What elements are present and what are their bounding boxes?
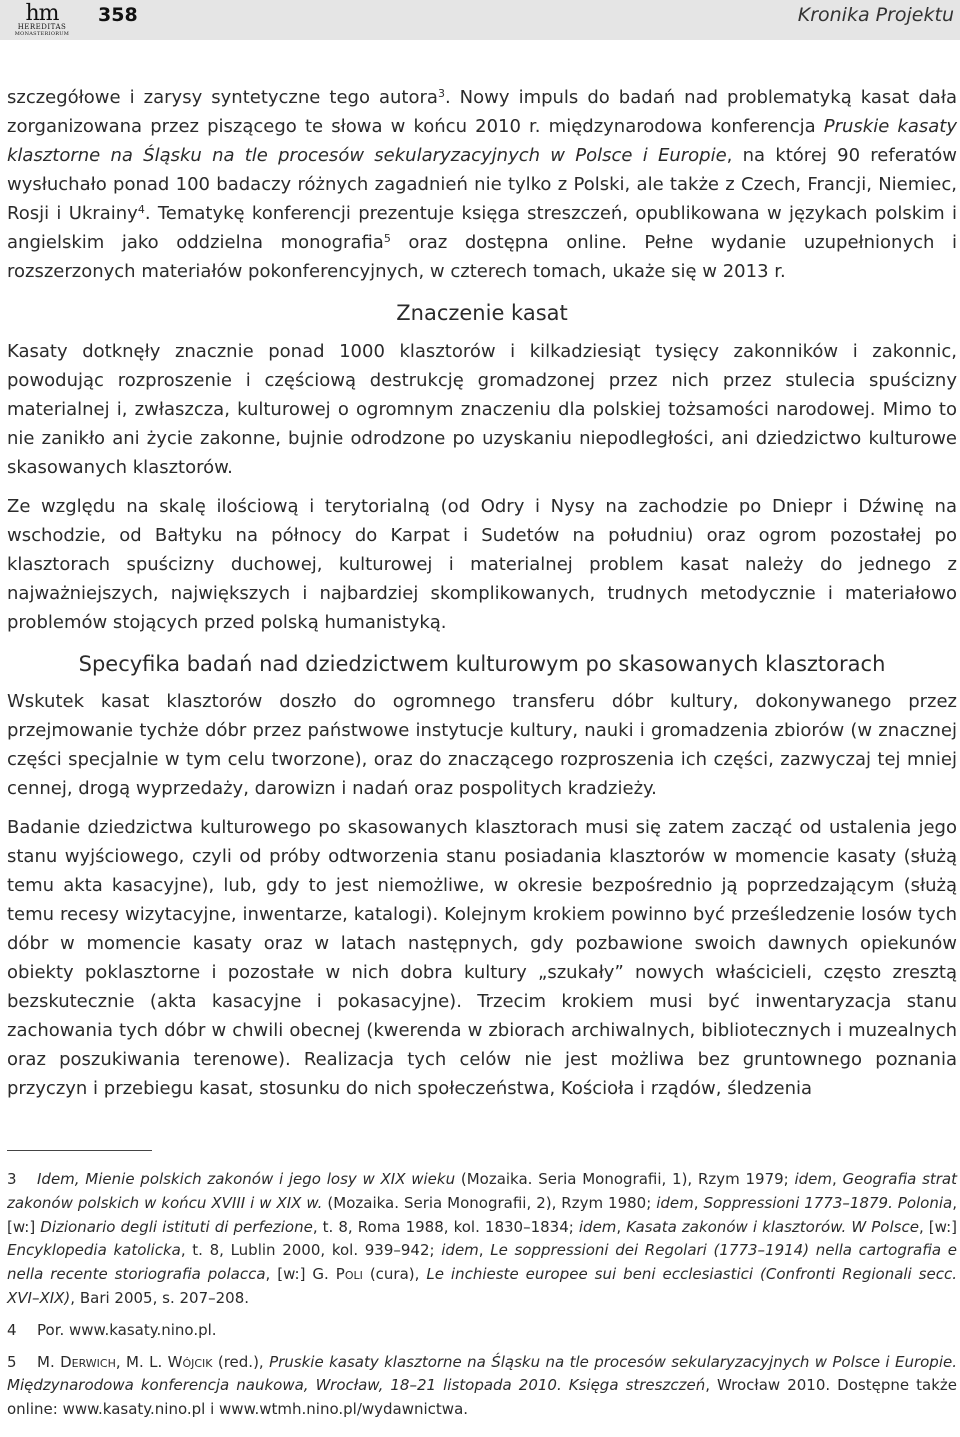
footnote-number: 5	[7, 1352, 17, 1371]
fn-author: Wójcik	[167, 1352, 213, 1371]
hereditas-monasteriorum-logo	[7, 2, 77, 38]
fn-span: , [w:]	[918, 1217, 957, 1236]
fn-span: idem	[794, 1170, 832, 1188]
logo-mark: hm	[25, 0, 59, 26]
fn-span: idem	[656, 1193, 694, 1212]
fn-span: Le inchieste europee sui beni ecclesiastici (Confronti Regionali secc. XVI–XIX)	[7, 1265, 957, 1307]
fn-span: , M. L.	[115, 1352, 168, 1371]
footnote-3	[7, 1168, 957, 1311]
footnote-number: 3	[7, 1170, 17, 1188]
fn-span: idem	[441, 1241, 479, 1260]
footnote-ref-5: 5	[383, 232, 391, 245]
footnotes	[7, 1168, 957, 1430]
footnote-divider	[7, 1150, 152, 1151]
fn-span: (Mozaika. Seria Monografii, 2), Rzym 1980;	[322, 1193, 657, 1212]
logo-line-2: MONASTERIORUM	[14, 30, 70, 37]
text-span: . Tematykę konferencji prezentuje księga streszczeń, opublikowana w językach polskim i angielskim jako oddzielna monografia	[7, 203, 957, 253]
fn-author: Derwich	[60, 1352, 116, 1371]
fn-span: Soppressioni 1773–1879. Polonia	[703, 1193, 953, 1212]
text-span: . Nowy impuls do badań nad problematyką kasat dała zorganizowana przez piszącego te słowa w końcu 2010 r. międzynarodowa konferencja	[7, 87, 957, 137]
main-text	[7, 83, 957, 1113]
fn-span: Idem, Mienie polskich zakonów i jego losy w XIX wieku	[37, 1170, 456, 1188]
section-heading-specyfika-badan: Specyfika badań nad dziedzictwem kulturowym po skasowanych klasztorach	[78, 652, 886, 676]
text-span: oraz dostępna online. Pełne wydanie uzupełnionych i rozszerzonych materiałów pokonferencyjnych, w czterech tomach, ukaże się w 2013 r.	[7, 232, 957, 282]
paragraph-4: Wskutek kasat klasztorów doszło do ogromnego transferu dóbr kultury, dokonywanego przez przejmowanie tychże dóbr przez państwowe instytucje kultury, nauki i gromadzenia zbiorów (w znacznej części specjalnie w tym celu tworzone), oraz do znaczącego rozproszenia ich części, zazwyczaj tej mniej cennej, drogą wyprzedaży, darowizn i nadań oraz pospolitych kradzieży.	[7, 691, 957, 799]
fn-span: , Bari 2005, s. 207–208.	[70, 1288, 250, 1307]
paragraph-5: Badanie dziedzictwa kulturowego po skasowanych klasztorach musi się zatem zacząć od ustalenia jego stanu wyjściowego, czyli od próby odtworzenia stanu posiadania klasztorów w momencie kasaty (służą temu akta kasacyjne), lub, gdy to jest niemożliwe, w okresie bezpośrednio ją poprzedzającym (służą temu recesy wizytacyjne, inwentarze, katalogi). Kolejnym krokiem powinno być prześledzenie losów tych dóbr w momencie kasaty oraz w latach następnych, gdy pozbawione swoich dawnych opiekunów obiekty poklasztorne i pozostałe w nich dobra kultury „szukały” nowych właścicieli, często zresztą bezskutecznie (akta kasacyjne i pokasacyjne). Trzecim krokiem musi być inwentaryzacja stanu zachowania tych dóbr w chwili obecnej (kwerenda w zbiorach archiwalnych, bibliotecznych i muzealnych oraz poszukiwania terenowe). Realizacja tych celów nie jest możliwa bez gruntownego poznania przyczyn i przebiegu kasat, stosunku do nich społeczeństwa, Kościoła i rządów, śledzenia	[7, 817, 957, 1099]
footnote-5	[7, 1351, 957, 1422]
page-header	[0, 0, 960, 40]
running-head: Kronika Projektu	[797, 4, 954, 26]
fn-span: Pruskie kasaty klasztorne na Śląsku na tle procesów sekularyzacyjnych w Polsce i Europie. Międzynarodowa konferencja naukowa, Wrocław, 18–21 listopada 2010. Księga streszczeń	[7, 1352, 957, 1395]
fn-span: idem	[578, 1217, 617, 1236]
fn-span: , [w:] G.	[265, 1265, 336, 1284]
paragraph-2: Kasaty dotknęły znacznie ponad 1000 klasztorów i kilkadziesiąt tysięcy zakonników i zakonnic, powodując rozproszenie i częściową destrukcję gromadzonej przez nich przez stulecia spuścizny materialnej i, zwłaszcza, kulturowej o ogromnym znaczeniu dla polskiej tożsamości narodowej. Mimo to nie zanikło ani życie zakonne, bujnie odrodzone po uzyskaniu niepodległości, ani dziedzictwo kulturowe skasowanych klasztorów.	[7, 341, 957, 478]
fn-author: Poli	[335, 1265, 363, 1284]
fn-span: (Mozaika. Seria Monografii, 1), Rzym 1979;	[455, 1170, 795, 1188]
footnote-number: 4	[7, 1320, 17, 1339]
fn-span: Kasata zakonów i klasztorów. W Polsce	[626, 1217, 919, 1236]
fn-span: M.	[37, 1352, 61, 1371]
fn-span: ,	[478, 1241, 491, 1260]
text-span: , na której 90 referatów wysłuchało ponad 100 badaczy różnych zagadnień nie tylko z Polski, ale także z Czech, Francji, Niemiec, Rosji i Ukrainy	[7, 145, 957, 224]
footnote-ref-4: 4	[137, 203, 145, 216]
fn-span: , t. 8, Roma 1988, kol. 1830–1834;	[312, 1217, 579, 1236]
fn-span: Geografia strat zakonów polskich w końcu XVIII i w XIX w.	[7, 1170, 958, 1212]
fn-span: (cura),	[362, 1265, 427, 1284]
fn-span: , [w:]	[7, 1193, 958, 1236]
logo-line-1: HEREDITAS	[17, 22, 67, 31]
fn-span: ,	[693, 1193, 704, 1212]
page-number: 358	[98, 4, 138, 26]
fn-span: Le soppressioni dei Regolari (1773–1914) nella cartografia e nella recente storiografia polacca	[7, 1241, 957, 1284]
section-heading-znaczenie-kasat: Znaczenie kasat	[396, 301, 568, 325]
footnote-4	[7, 1319, 957, 1343]
fn-span: ,	[832, 1170, 843, 1188]
paragraph-3: Ze względu na skalę ilościową i terytorialną (od Odry i Nysy na zachodzie po Dniepr i Dźwinę na wschodzie, od Bałtyku na północy do Karpat i Sudetów na południu) oraz ogrom pozostałej po klasztorach spuścizny duchowej, kulturowej i materialnej problem kasat należy do jednego z najważniejszych, największych i najbardziej skomplikowanych, trudnych metodycznie i materiałowo problemów stojących przed polską humanistyką.	[7, 496, 957, 633]
fn-span: (red.),	[212, 1352, 270, 1371]
fn-span: , Wrocław 2010. Dostępne także online: www.kasaty.nino.pl i www.wtmh.nino.pl/wydawnictwa.	[7, 1376, 957, 1419]
conference-title: Pruskie kasaty klasztorne na Śląsku na tle procesów sekularyzacyjnych w Polsce i Europie	[7, 116, 957, 166]
footnote-ref-3: 3	[437, 87, 445, 100]
fn-span: Por. www.kasaty.nino.pl.	[37, 1320, 217, 1339]
text-span: szczegółowe i zarysy syntetyczne tego autora	[7, 87, 438, 108]
fn-span: Encyklopedia katolicka	[7, 1241, 181, 1260]
paragraph-1	[7, 83, 957, 286]
fn-span: Dizionario degli istituti di perfezione	[40, 1217, 313, 1236]
fn-span: , t. 8, Lublin 2000, kol. 939–942;	[180, 1241, 442, 1260]
fn-span: ,	[616, 1217, 627, 1236]
